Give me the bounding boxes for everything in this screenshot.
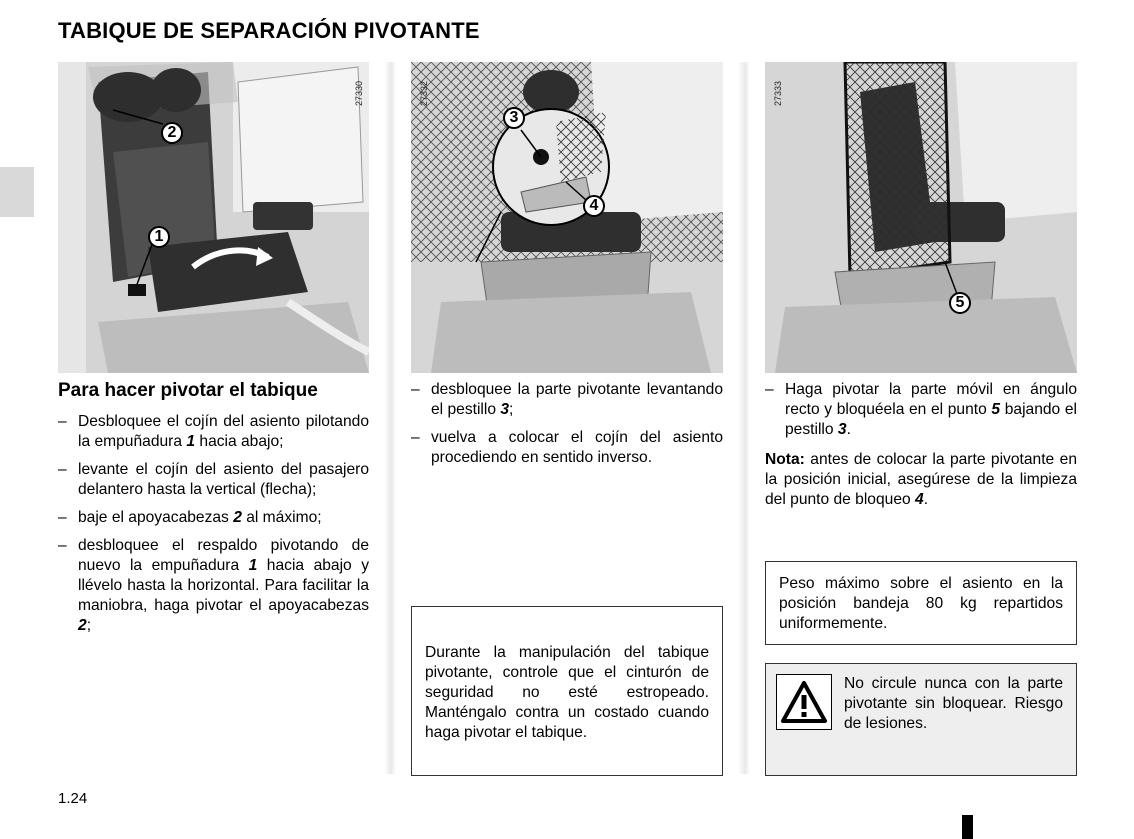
section-heading: Para hacer pivotar el tabique	[58, 380, 318, 401]
info-text: Peso máximo sobre el asiento en la posición bandeja 80 kg repartidos uniformemente.	[779, 575, 1063, 632]
photo-reference: 27333	[773, 80, 783, 106]
step-text: baje el apoyacabezas	[78, 509, 234, 526]
step-item	[58, 508, 369, 528]
chapter-tab	[0, 167, 34, 217]
latch-illustration	[411, 62, 723, 373]
middle-step-list	[411, 380, 723, 476]
step-text: vuelva a colocar el cojín del asiento procediendo en sentido inverso.	[431, 429, 723, 466]
left-step-list	[58, 412, 369, 644]
callout-ref: 5	[991, 401, 1001, 418]
warning-box	[765, 663, 1077, 776]
step-text: Haga pivotar la parte móvil en ángulo recto y bloquéela en el punto	[785, 381, 1077, 418]
info-box	[765, 561, 1077, 645]
step-text: bajando el pestillo	[785, 401, 1077, 438]
partition-illustration	[765, 62, 1077, 373]
photo-locked-partition	[765, 62, 1077, 373]
step-text: Desbloquee el cojín del asiento pilotando la empuñadura	[78, 413, 369, 450]
warning-triangle-icon	[776, 674, 832, 730]
photo-reference: 27332	[419, 80, 429, 106]
step-item	[58, 536, 369, 636]
note-paragraph	[765, 450, 1077, 510]
note-end: .	[923, 491, 929, 508]
step-item	[411, 380, 723, 420]
step-text: ;	[86, 617, 92, 634]
callout-4: 4	[583, 195, 605, 217]
callout-ref: 2	[233, 509, 242, 526]
callout-ref: 2	[78, 617, 87, 634]
note-text: antes de colocar la parte pivotante en la posición inicial, asegúrese de la limpieza del punto de bloqueo	[765, 451, 1077, 508]
step-text: .	[846, 421, 851, 438]
page-title: TABIQUE DE SEPARACIÓN PIVOTANTE	[58, 18, 480, 43]
right-step-list	[765, 380, 1077, 448]
step-text: desbloquee la parte pivotante levantando el pestillo	[431, 381, 723, 418]
step-item	[58, 412, 369, 452]
step-text: al máximo;	[241, 509, 322, 526]
callout-2: 2	[161, 122, 183, 144]
warning-text: No circule nunca con la parte pivotante sin bloquear. Riesgo de lesiones.	[844, 675, 1063, 732]
photo-reference: 27330	[354, 80, 364, 106]
column-divider	[738, 62, 750, 774]
note-ref: 4	[915, 491, 924, 508]
callout-ref: 1	[248, 557, 258, 574]
callout-ref: 3	[500, 401, 510, 418]
step-text: desbloquee el respaldo pivotando de nuevo la empuñadura	[78, 537, 369, 574]
column-divider	[384, 62, 396, 774]
caution-box	[411, 606, 723, 776]
step-text: ;	[509, 401, 514, 418]
seat-illustration	[58, 62, 369, 373]
callout-ref: 1	[186, 433, 196, 450]
note-label: Nota:	[765, 451, 805, 468]
callout-ref: 3	[837, 421, 847, 438]
step-text: hacia abajo;	[195, 433, 284, 450]
page-corner-mark	[962, 815, 973, 839]
page-number: 1.24	[58, 790, 88, 807]
photo-pivot-latch	[411, 62, 723, 373]
callout-3: 3	[503, 107, 525, 129]
step-text: hacia abajo y llévelo hasta la horizontal. Para facilitar la maniobra, haga pivotar el apoyacabezas	[78, 557, 370, 614]
caution-text: Durante la manipulación del tabique pivotante, controle que el cinturón de seguridad no esté estropeado. Manténgalo contra un costado cuando haga pivotar el tabique.	[425, 644, 709, 741]
photo-seat-cushion	[58, 62, 369, 373]
step-item	[58, 460, 369, 500]
step-item	[411, 428, 723, 468]
step-text: levante el cojín del asiento del pasajero delantero hasta la vertical (flecha);	[78, 461, 369, 498]
callout-5: 5	[949, 292, 971, 314]
callout-1: 1	[148, 226, 170, 248]
step-item	[765, 380, 1077, 440]
